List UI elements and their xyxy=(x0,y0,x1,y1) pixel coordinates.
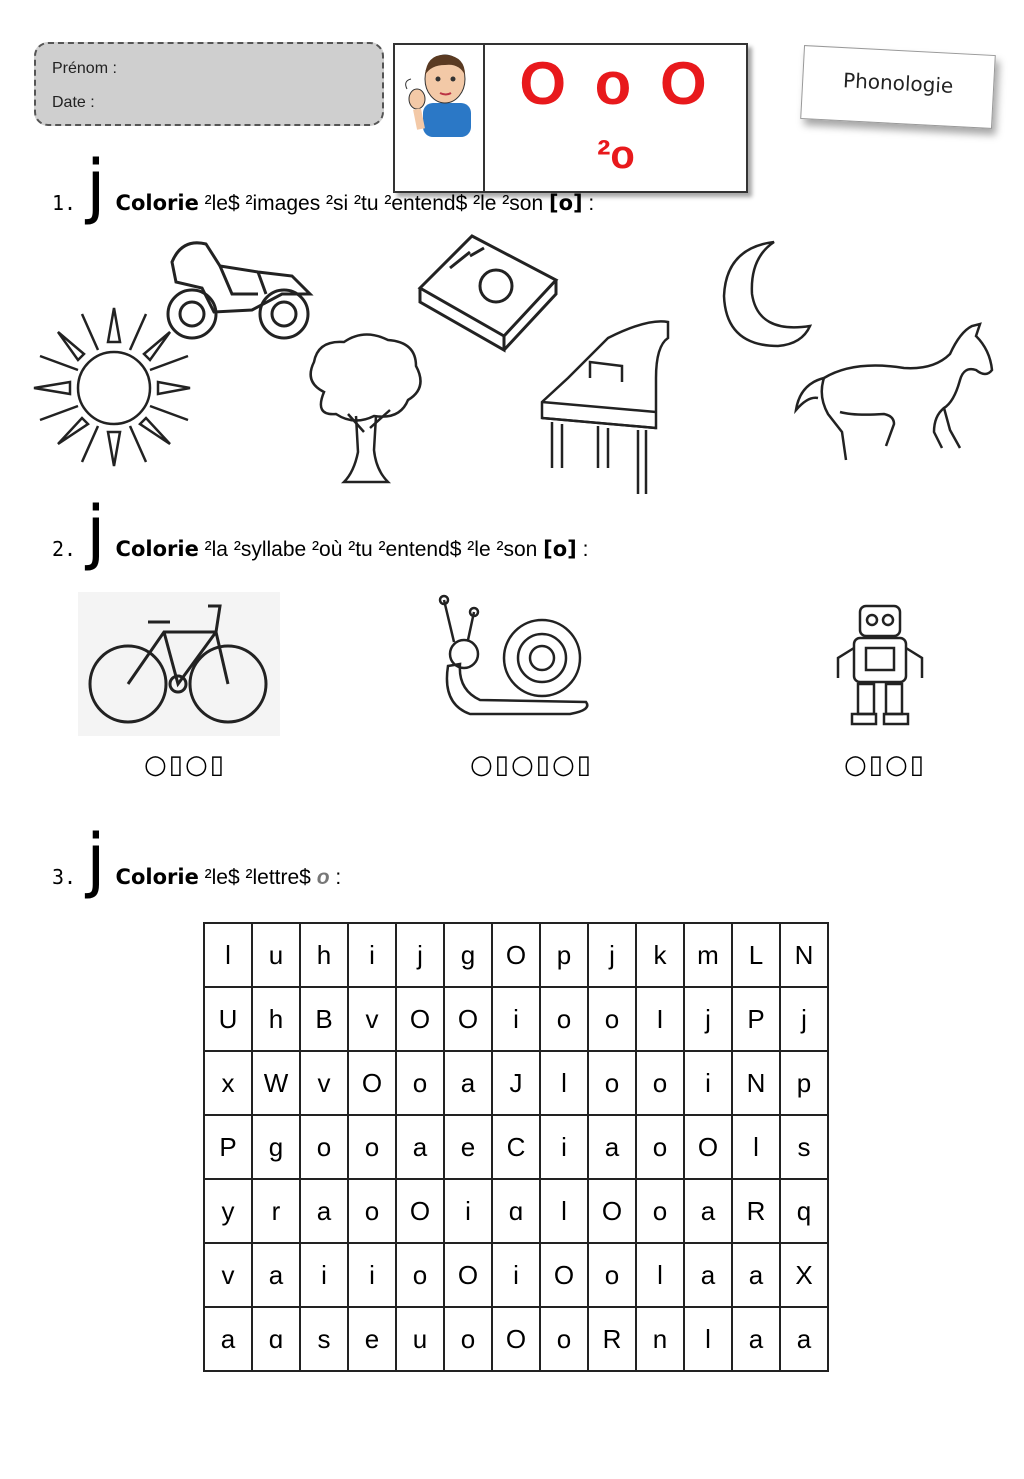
sound-header-card xyxy=(393,43,748,193)
grid-cell[interactable]: O xyxy=(348,1051,396,1115)
piano-icon[interactable] xyxy=(538,318,672,494)
grid-cell[interactable]: j xyxy=(588,923,636,987)
grid-cell[interactable]: a xyxy=(588,1115,636,1179)
grid-cell[interactable]: o xyxy=(540,1307,588,1371)
grid-cell[interactable]: i xyxy=(492,1243,540,1307)
grid-cell[interactable]: a xyxy=(684,1179,732,1243)
robot-icon[interactable] xyxy=(834,598,926,726)
grid-cell[interactable]: o xyxy=(396,1051,444,1115)
grid-row xyxy=(204,1115,828,1179)
grid-cell[interactable]: n xyxy=(636,1307,684,1371)
grid-cell[interactable]: a xyxy=(396,1115,444,1179)
grid-cell[interactable]: N xyxy=(780,923,828,987)
grid-cell[interactable]: P xyxy=(732,987,780,1051)
grid-cell[interactable]: O xyxy=(684,1115,732,1179)
colon: : xyxy=(329,866,342,889)
grid-cell[interactable]: o xyxy=(636,1179,684,1243)
grid-cell[interactable]: o xyxy=(300,1115,348,1179)
grid-cell[interactable]: i xyxy=(348,923,396,987)
grid-cell[interactable]: I xyxy=(636,987,684,1051)
grid-cell[interactable]: j xyxy=(780,987,828,1051)
exercise-number: 3. xyxy=(52,865,77,889)
grid-cell[interactable]: i xyxy=(540,1115,588,1179)
grid-cell[interactable]: a xyxy=(732,1307,780,1371)
exercise-1-instruction xyxy=(52,145,595,227)
phonologie-tag xyxy=(800,45,996,129)
grid-cell[interactable]: e xyxy=(348,1307,396,1371)
exercise-2-instruction xyxy=(52,491,589,573)
name-date-box xyxy=(34,42,384,126)
grid-cell[interactable]: g xyxy=(252,1115,300,1179)
pencil-glyph: j xyxy=(86,145,106,227)
grid-cell[interactable]: l xyxy=(204,923,252,987)
grid-cell[interactable]: u xyxy=(396,1307,444,1371)
grid-cell[interactable]: i xyxy=(684,1051,732,1115)
grid-cell[interactable]: C xyxy=(492,1115,540,1179)
grid-row xyxy=(204,987,828,1051)
sound-label: [o] xyxy=(548,191,583,215)
grid-cell[interactable]: o xyxy=(588,987,636,1051)
grid-row xyxy=(204,1179,828,1243)
grid-cell[interactable]: ɑ xyxy=(492,1179,540,1243)
grid-cell[interactable]: j xyxy=(684,987,732,1051)
grid-cell[interactable]: a xyxy=(444,1051,492,1115)
grid-cell[interactable]: O xyxy=(492,1307,540,1371)
grid-cell[interactable]: u xyxy=(252,923,300,987)
snail-icon[interactable] xyxy=(440,594,594,718)
sun-icon[interactable] xyxy=(34,306,190,464)
tree-icon[interactable] xyxy=(304,332,426,486)
instruction-verb: Colorie xyxy=(115,865,199,889)
grid-cell[interactable]: i xyxy=(444,1179,492,1243)
grid-cell[interactable]: O xyxy=(540,1243,588,1307)
grid-cell[interactable]: O xyxy=(396,987,444,1051)
grid-cell[interactable]: r xyxy=(252,1179,300,1243)
grid-row xyxy=(204,1243,828,1307)
exercise-number: 2. xyxy=(52,537,77,561)
grid-cell[interactable]: p xyxy=(780,1051,828,1115)
grid-cell[interactable]: o xyxy=(540,987,588,1051)
grid-cell[interactable]: B xyxy=(300,987,348,1051)
grid-cell[interactable]: o xyxy=(348,1115,396,1179)
instruction-text: ²le$ ²lettre$ xyxy=(198,866,311,889)
grid-cell[interactable]: h xyxy=(300,923,348,987)
boy-gesture-icon xyxy=(401,49,479,137)
exercise-number: 1. xyxy=(52,191,77,215)
grid-cell[interactable]: o xyxy=(636,1051,684,1115)
pencil-glyph: j xyxy=(86,819,106,901)
grid-cell[interactable]: l xyxy=(540,1051,588,1115)
grid-cell[interactable]: l xyxy=(540,1179,588,1243)
grid-cell[interactable]: o xyxy=(444,1307,492,1371)
grid-cell[interactable]: ɑ xyxy=(252,1307,300,1371)
phonologie-label: Phonologie xyxy=(842,68,954,98)
bicycle-icon[interactable] xyxy=(78,592,280,736)
target-letter: o xyxy=(316,866,330,889)
grid-cell[interactable]: O xyxy=(444,987,492,1051)
grid-cell[interactable]: X xyxy=(780,1243,828,1307)
grid-cell[interactable]: i xyxy=(492,987,540,1051)
date-label: Date : xyxy=(52,94,95,111)
syllable-boxes-bicycle[interactable]: ○▯○▯ xyxy=(144,750,226,780)
grid-cell[interactable]: a xyxy=(252,1243,300,1307)
grid-cell[interactable]: J xyxy=(492,1051,540,1115)
grid-cell[interactable]: y xyxy=(204,1179,252,1243)
grid-cell[interactable]: W xyxy=(252,1051,300,1115)
grid-cell[interactable]: a xyxy=(300,1179,348,1243)
instruction-verb: Colorie xyxy=(115,191,199,215)
grid-cell[interactable]: q xyxy=(780,1179,828,1243)
grid-cell[interactable]: e xyxy=(444,1115,492,1179)
instruction-verb: Colorie xyxy=(115,537,199,561)
pencil-glyph: j xyxy=(86,491,106,573)
grid-cell[interactable]: o xyxy=(588,1243,636,1307)
grid-cell[interactable]: N xyxy=(732,1051,780,1115)
grid-cell[interactable]: o xyxy=(588,1051,636,1115)
grid-cell[interactable]: k xyxy=(636,923,684,987)
grid-cell[interactable]: U xyxy=(204,987,252,1051)
colon: : xyxy=(582,192,595,215)
grid-cell[interactable]: P xyxy=(204,1115,252,1179)
prenom-label: Prénom : xyxy=(52,60,117,77)
grid-cell[interactable]: a xyxy=(732,1243,780,1307)
grid-cell[interactable]: O xyxy=(396,1179,444,1243)
grid-cell[interactable]: o xyxy=(396,1243,444,1307)
grid-cell[interactable]: l xyxy=(732,1115,780,1179)
exercise-3-instruction xyxy=(52,819,342,901)
grid-cell[interactable]: s xyxy=(300,1307,348,1371)
sound-label: [o] xyxy=(543,537,577,561)
grid-cell[interactable]: a xyxy=(780,1307,828,1371)
grid-cell[interactable]: x xyxy=(204,1051,252,1115)
grid-cell[interactable]: j xyxy=(396,923,444,987)
grid-row xyxy=(204,923,828,987)
syllable-boxes-robot[interactable]: ○▯○▯ xyxy=(844,750,926,780)
instruction-text: ²la ²syllabe ²où ²tu ²entend$ ²le ²son xyxy=(198,538,538,561)
grid-cell[interactable]: v xyxy=(348,987,396,1051)
syllable-boxes-snail[interactable]: ○▯○▯○▯ xyxy=(470,750,593,780)
grid-cell[interactable]: O xyxy=(492,923,540,987)
horse-icon[interactable] xyxy=(794,320,994,462)
grid-cell[interactable]: L xyxy=(732,923,780,987)
grid-cell[interactable]: i xyxy=(348,1243,396,1307)
grid-cell[interactable]: s xyxy=(780,1115,828,1179)
sound-title: O o O xyxy=(519,50,713,117)
sound-title-sub: ²o xyxy=(597,133,635,177)
grid-row xyxy=(204,1051,828,1115)
grid-cell[interactable]: m xyxy=(684,923,732,987)
grid-cell[interactable]: o xyxy=(348,1179,396,1243)
grid-cell[interactable]: O xyxy=(588,1179,636,1243)
grid-cell[interactable]: v xyxy=(204,1243,252,1307)
grid-cell[interactable]: a xyxy=(204,1307,252,1371)
grid-cell[interactable]: O xyxy=(444,1243,492,1307)
grid-cell[interactable]: v xyxy=(300,1051,348,1115)
grid-cell[interactable]: R xyxy=(588,1307,636,1371)
grid-row xyxy=(204,1307,828,1371)
grid-cell[interactable]: R xyxy=(732,1179,780,1243)
letter-grid xyxy=(203,922,829,1372)
grid-cell[interactable]: g xyxy=(444,923,492,987)
colon: : xyxy=(576,538,589,561)
grid-cell[interactable]: o xyxy=(636,1115,684,1179)
grid-cell[interactable]: l xyxy=(684,1307,732,1371)
grid-cell[interactable]: l xyxy=(636,1243,684,1307)
grid-cell[interactable]: p xyxy=(540,923,588,987)
grid-cell[interactable]: a xyxy=(684,1243,732,1307)
grid-cell[interactable]: h xyxy=(252,987,300,1051)
grid-cell[interactable]: i xyxy=(300,1243,348,1307)
instruction-text: ²le$ ²images ²si ²tu ²entend$ ²le ²son xyxy=(198,192,544,215)
